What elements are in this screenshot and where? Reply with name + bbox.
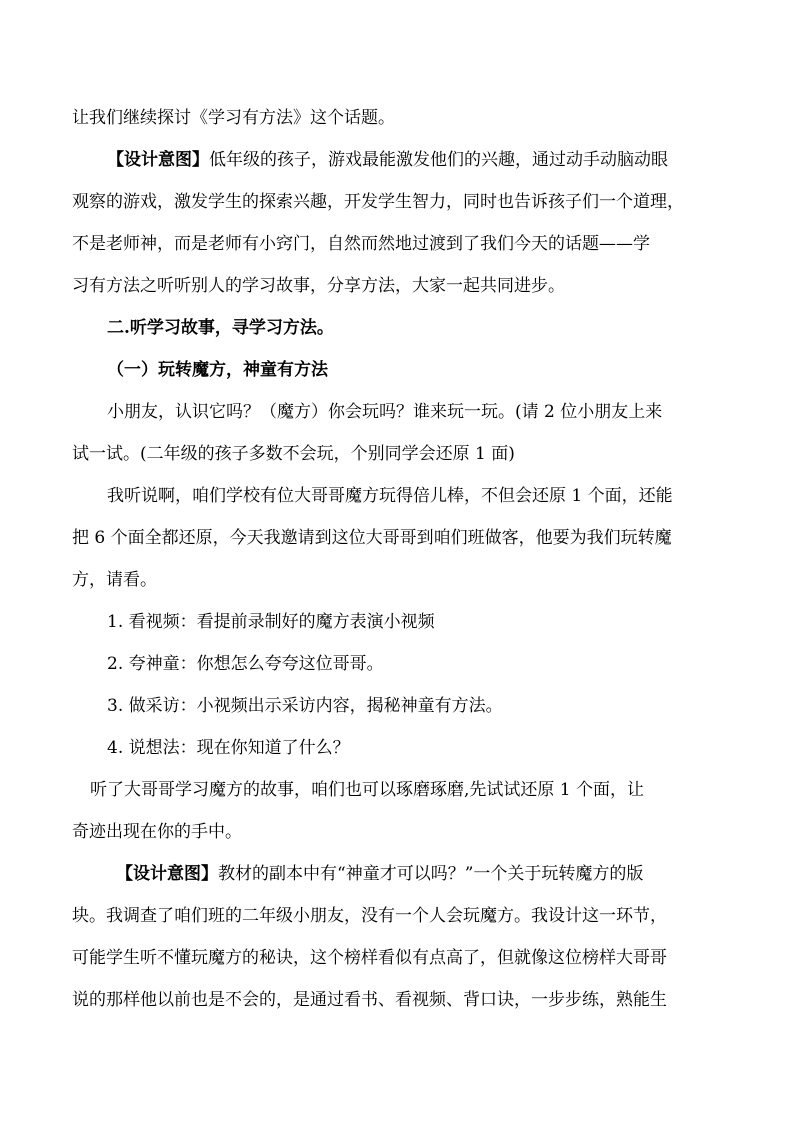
design-intent-tag: 【设计意图】	[107, 150, 209, 170]
list-item: 4. 说想法：现在你知道了什么？	[107, 738, 350, 758]
paragraph-line: 让我们继续探讨《学习有方法》这个话题。	[72, 108, 395, 128]
paragraph-line: 块。我调查了咱们班的二年级小朋友，没有一个人会玩魔方。我设计这一环节，	[72, 906, 667, 926]
paragraph-line: 可能学生听不懂玩魔方的秘诀，这个榜样看似有点高了，但就像这位榜样大哥哥	[72, 948, 667, 968]
design-intent-tag: 【设计意图】	[116, 864, 218, 884]
paragraph-line: 听了大哥哥学习魔方的故事，咱们也可以琢磨琢磨,先试试还原 1 个面，让	[90, 780, 645, 800]
list-item: 3. 做采访：小视频出示采访内容，揭秘神童有方法。	[107, 696, 503, 716]
design-intent-paragraph-1	[107, 148, 668, 172]
section-heading: 二.听学习故事，寻学习方法。	[107, 318, 334, 338]
paragraph-line: 把 6 个面全都还原，今天我邀请到这位大哥哥到咱们班做客，他要为我们玩转魔	[72, 528, 672, 548]
list-item: 2. 夸神童：你想怎么夸夸这位哥哥。	[107, 654, 384, 674]
design-intent-paragraph-2	[116, 862, 643, 886]
paragraph-line: 小朋友，认识它吗？（魔方）你会玩吗？谁来玩一玩。(请 2 位小朋友上来	[107, 402, 663, 422]
paragraph-line: 习有方法之听听别人的学习故事，分享方法，大家一起共同进步。	[72, 276, 565, 296]
subsection-heading: （一）玩转魔方，神童有方法	[107, 360, 328, 380]
paragraph-line: 说的那样他以前也是不会的，是通过看书、看视频、背口诀，一步步练，熟能生	[72, 990, 667, 1010]
paragraph-line: 观察的游戏，激发学生的探索兴趣，开发学生智力，同时也告诉孩子们一个道理，	[72, 192, 684, 212]
paragraph-line: 不是老师神，而是老师有小窍门，自然而然地过渡到了我们今天的话题——学	[72, 234, 650, 254]
paragraph-line: 试一试。(二年级的孩子多数不会玩，个别同学会还原 1 面)	[72, 444, 515, 464]
paragraph-line: 我听说啊，咱们学校有位大哥哥魔方玩得倍儿棒，不但会还原 1 个面，还能	[107, 486, 673, 506]
paragraph-text: 低年级的孩子，游戏最能激发他们的兴趣，通过动手动脑动眼	[209, 150, 668, 170]
list-item: 1. 看视频：看提前录制好的魔方表演小视频	[107, 612, 435, 632]
paragraph-line: 奇迹出现在你的手中。	[72, 822, 242, 842]
paragraph-text: 教材的副本中有“神童才可以吗？”一个关于玩转魔方的版	[218, 864, 644, 884]
paragraph-line: 方，请看。	[72, 570, 157, 590]
